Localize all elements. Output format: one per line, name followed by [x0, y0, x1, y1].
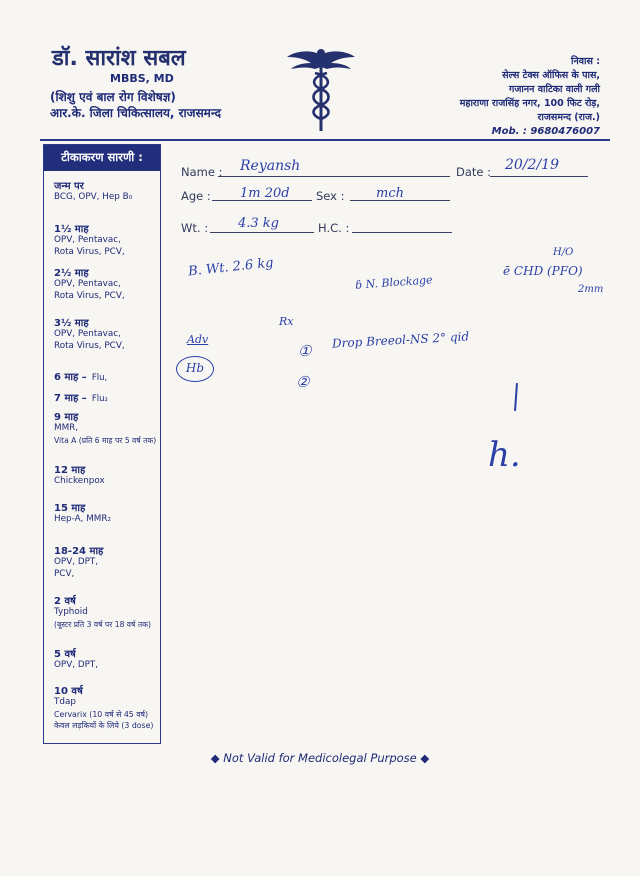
- prescription-item-number: ②: [296, 373, 310, 391]
- age-value: 1m 20d: [240, 186, 290, 201]
- schedule-vaccines: PCV,: [54, 568, 75, 579]
- schedule-age: 9 माह: [54, 412, 79, 423]
- chd-note: ē CHD (PFO): [503, 264, 583, 278]
- schedule-vaccines: Tdap: [54, 697, 76, 707]
- prescription-item-number: ①: [298, 342, 312, 360]
- schedule-vaccines: (बूस्टर प्रति 3 वर्ष पर 18 वर्ष तक): [54, 619, 151, 629]
- address-line: राजसमन्द (राज.): [537, 112, 600, 123]
- schedule-vaccines: केवल लड़कियों के लिये (3 dose): [54, 721, 154, 730]
- name-label: Name :: [181, 165, 223, 179]
- no-blockage-note: ɓ N. Blockage: [354, 273, 433, 292]
- schedule-age: 7 माह –: [54, 393, 87, 404]
- schedule-vaccines: Flu,: [91, 373, 108, 383]
- schedule-age: 2 वर्ष: [54, 596, 76, 607]
- schedule-vaccines: Rota Virus, PCV,: [54, 290, 125, 301]
- schedule-item: [54, 178, 164, 204]
- birth-weight-note: B. Wt. 2.6 kg: [187, 255, 275, 280]
- size-note: 2mm: [578, 284, 604, 295]
- schedule-item: [54, 646, 164, 672]
- header-divider: [40, 139, 610, 141]
- schedule-age: 5 वर्ष: [54, 649, 76, 660]
- schedule-vaccines: OPV, Pentavac,: [54, 329, 121, 339]
- diamond-icon: ◆: [420, 751, 430, 765]
- disclaimer-footer: [0, 751, 640, 765]
- schedule-age: 15 माह: [54, 503, 86, 514]
- schedule-item: [54, 462, 164, 488]
- address-line: महाराणा राजसिंह नगर, 100 फिट रोड़,: [459, 98, 600, 109]
- schedule-item: [54, 593, 164, 630]
- patient-name-value: Reyansh: [240, 158, 301, 174]
- disclaimer-text: Not Valid for Medicolegal Purpose: [223, 751, 417, 765]
- schedule-age: 12 माह: [54, 465, 86, 476]
- weight-line: [210, 232, 314, 233]
- vaccination-schedule-panel: [43, 144, 161, 744]
- address-line: गजानन वाटिका वाली गली: [509, 84, 600, 95]
- schedule-vaccines: OPV, DPT,: [54, 660, 99, 670]
- schedule-item: [54, 500, 164, 526]
- schedule-age: 3½ माह: [54, 318, 89, 329]
- schedule-item: [54, 543, 164, 580]
- schedule-vaccines: Cervarix (10 वर्ष से 45 वर्ष): [54, 709, 149, 719]
- hospital-name: आर.के. जिला चिकित्सालय, राजसमन्द: [50, 106, 221, 120]
- schedule-vaccines: OPV, Pentavac,: [54, 235, 121, 245]
- doctor-signature: h.: [488, 435, 521, 475]
- doctor-specialty: (शिशु एवं बाल रोग विशेषज्ञ): [50, 90, 176, 104]
- hc-label: H.C. :: [318, 221, 350, 235]
- date-value: 20/2/19: [505, 157, 559, 173]
- schedule-vaccines: MMR,: [54, 423, 79, 433]
- weight-label: Wt. :: [181, 221, 209, 235]
- date-line: [490, 176, 588, 177]
- schedule-vaccines: OPV, Pentavac,: [54, 279, 121, 289]
- hb-circled-note: Hb: [176, 356, 214, 382]
- schedule-vaccines: Rota Virus, PCV,: [54, 340, 125, 351]
- doctor-degree: MBBS, MD: [110, 72, 174, 85]
- schedule-title: टीकाकरण सारणी :: [44, 145, 160, 171]
- schedule-vaccines: Vita A (प्रति 6 माह पर 5 वर्ष तक): [54, 435, 157, 445]
- caduceus-logo-icon: [285, 45, 357, 133]
- mobile-number: Mob. : 9680476007: [491, 126, 600, 137]
- clinic-address: [400, 55, 600, 139]
- sex-label: Sex :: [316, 189, 345, 203]
- schedule-age: 6 माह –: [54, 372, 87, 383]
- schedule-item: [54, 409, 164, 446]
- schedule-vaccines: Rota Virus, PCV,: [54, 246, 125, 257]
- schedule-vaccines: Hep-A, MMR₂: [54, 514, 112, 524]
- history-note: H/O: [553, 247, 574, 258]
- schedule-vaccines: OPV, DPT,: [54, 557, 99, 567]
- schedule-vaccines: Flu₂: [91, 394, 108, 404]
- schedule-vaccines: BCG, OPV, Hep B₀: [54, 192, 133, 202]
- schedule-item: [54, 386, 164, 405]
- pen-stroke: [514, 383, 518, 411]
- advice-label: Adv: [187, 333, 209, 346]
- rx-symbol: Rx: [279, 315, 294, 328]
- schedule-age: 1½ माह: [54, 224, 89, 235]
- diamond-icon: ◆: [210, 751, 220, 765]
- schedule-vaccines: Typhoid: [54, 607, 88, 617]
- address-line: सेल्स टेक्स ऑफिस के पास,: [502, 70, 600, 81]
- schedule-item: [54, 315, 164, 352]
- address-title: निवास :: [570, 56, 600, 67]
- schedule-age: 2½ माह: [54, 268, 89, 279]
- doctor-name: डॉ. सारांश सबल: [52, 46, 186, 71]
- schedule-item: [54, 221, 164, 258]
- schedule-item: [54, 265, 164, 302]
- schedule-item: [54, 365, 164, 384]
- hc-line: [352, 232, 452, 233]
- schedule-vaccines: Chickenpox: [54, 476, 105, 486]
- schedule-age: 18-24 माह: [54, 546, 104, 557]
- weight-value: 4.3 kg: [238, 216, 280, 231]
- sex-value: mch: [376, 186, 404, 201]
- schedule-age: जन्म पर: [54, 181, 84, 192]
- schedule-age: 10 वर्ष: [54, 686, 83, 697]
- schedule-item: [54, 683, 164, 732]
- date-label: Date :: [456, 165, 492, 179]
- name-line: [218, 176, 450, 177]
- age-label: Age :: [181, 189, 211, 203]
- prescription-item-text: Drop Breeol-NS 2° qid: [331, 329, 470, 351]
